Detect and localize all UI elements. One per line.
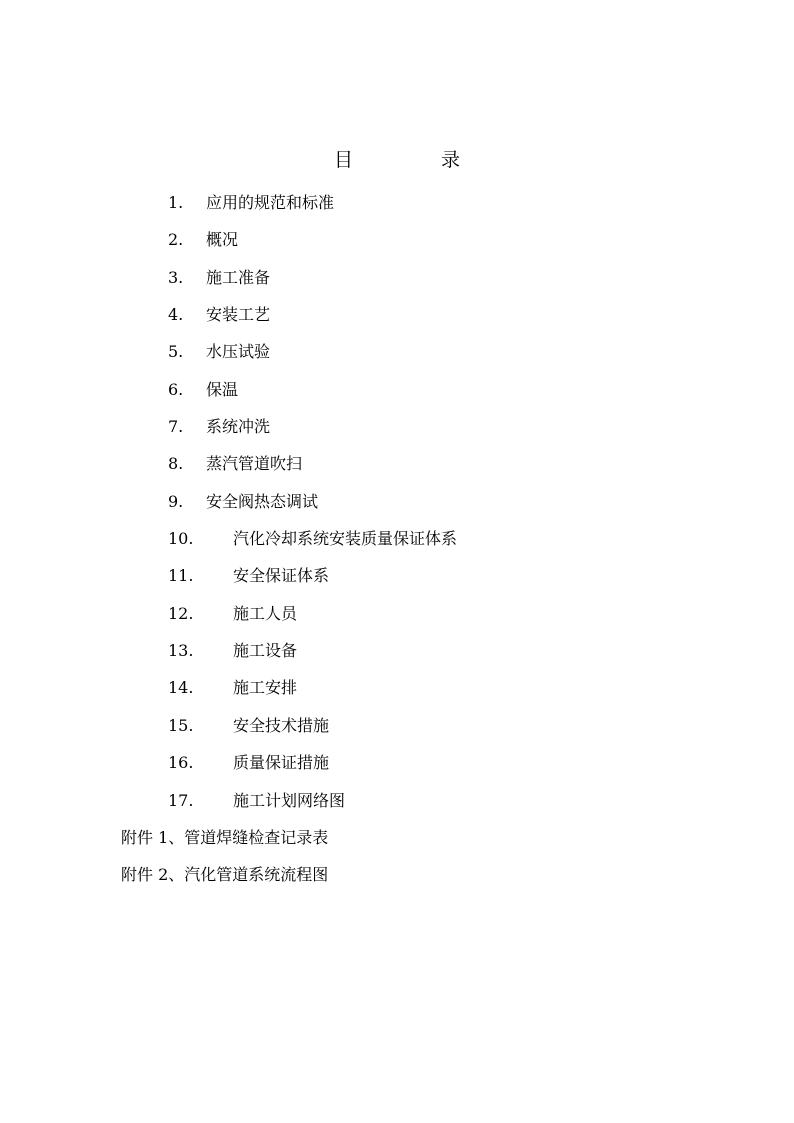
toc-item — [0, 595, 794, 632]
toc-item-number: 13. — [168, 641, 194, 661]
toc-item-number: 16. — [168, 753, 194, 773]
toc-item-number: 6. — [168, 379, 184, 399]
toc-item-title: 安全技术措施 — [233, 715, 330, 735]
toc-item-title: 保温 — [206, 379, 239, 399]
toc-item — [0, 259, 794, 296]
toc-item — [0, 408, 794, 445]
title-part-1: 目 — [334, 149, 354, 171]
toc-item-number: 10. — [168, 529, 194, 549]
toc-item-title: 施工设备 — [233, 641, 298, 661]
toc-item-title: 安全保证体系 — [233, 566, 330, 586]
toc-item-number: 9. — [168, 491, 184, 511]
toc-item-number: 17. — [168, 790, 194, 810]
toc-item-title: 施工安排 — [233, 678, 298, 698]
toc-item-number: 5. — [168, 342, 184, 362]
toc-item-title: 水压试验 — [206, 342, 271, 362]
toc-item-title: 施工人员 — [233, 603, 298, 623]
toc-item — [0, 333, 794, 370]
toc-item — [0, 557, 794, 594]
toc-item-number: 1. — [168, 193, 184, 212]
toc-item — [0, 445, 794, 482]
table-of-contents — [0, 184, 794, 819]
toc-item-title: 安装工艺 — [206, 305, 271, 325]
toc-item — [0, 221, 794, 258]
toc-item-number: 12. — [168, 603, 194, 623]
toc-item — [0, 632, 794, 669]
toc-item-number: 14. — [168, 678, 194, 698]
toc-item-title: 蒸汽管道吹扫 — [206, 454, 303, 474]
toc-item — [0, 707, 794, 744]
toc-item — [0, 744, 794, 781]
toc-item-number: 8. — [168, 454, 184, 474]
toc-item — [0, 520, 794, 557]
toc-item — [0, 371, 794, 408]
page-title — [0, 146, 794, 174]
appendix-2: 附件 2、汽化管道系统流程图 — [121, 865, 329, 884]
toc-item-number: 2. — [168, 230, 184, 250]
toc-item — [0, 296, 794, 333]
title-part-2: 录 — [441, 149, 461, 171]
toc-item-title: 施工准备 — [206, 267, 271, 287]
toc-item — [0, 782, 794, 819]
toc-item — [0, 483, 794, 520]
toc-item-title: 汽化冷却系统安装质量保证体系 — [233, 529, 458, 549]
toc-item-title: 安全阀热态调试 — [206, 491, 319, 511]
toc-item-number: 4. — [168, 305, 184, 325]
toc-item — [0, 184, 794, 221]
toc-item-number: 11. — [168, 566, 194, 586]
toc-item-title: 应用的规范和标准 — [206, 193, 335, 212]
toc-item-title: 质量保证措施 — [233, 753, 330, 773]
toc-item-title: 系统冲洗 — [206, 417, 271, 437]
toc-item-number: 15. — [168, 715, 194, 735]
toc-item-title: 概况 — [206, 230, 239, 250]
toc-item-title: 施工计划网络图 — [233, 790, 346, 810]
toc-item-number: 7. — [168, 417, 184, 437]
appendix-1: 附件 1、管道焊缝检查记录表 — [121, 828, 329, 847]
toc-item — [0, 669, 794, 706]
toc-item-number: 3. — [168, 267, 184, 287]
